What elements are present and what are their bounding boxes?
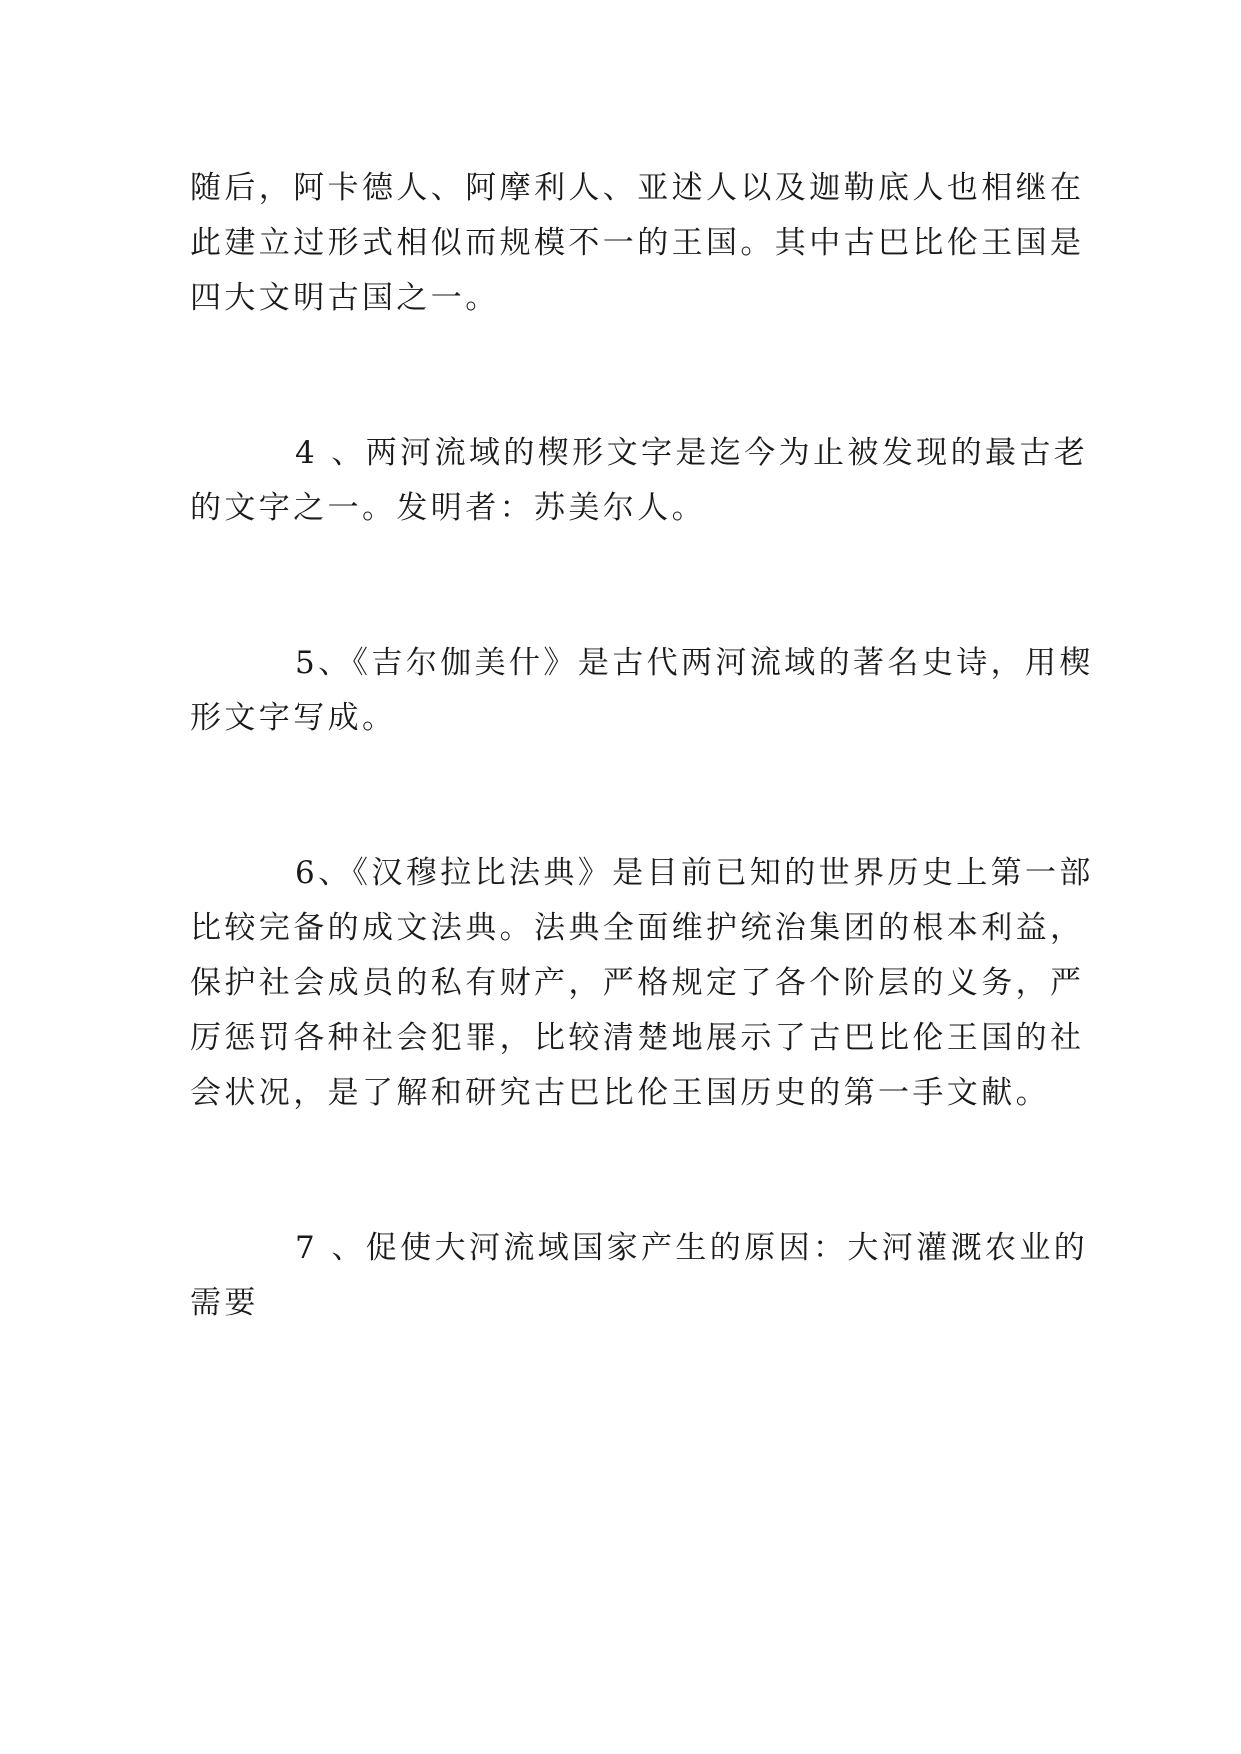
paragraph-1-line-3: 四大文明古国之一。 xyxy=(190,280,500,316)
paragraph-3-line-2: 形文字写成。 xyxy=(190,700,397,736)
paragraph-1-line-2: 此建立过形式相似而规模不一的王国。其中古巴比伦王国是 xyxy=(190,225,1085,261)
paragraph-4-line-3: 保护社会成员的私有财产，严格规定了各个阶层的义务，严 xyxy=(190,965,1085,1001)
paragraph-3-line-1: 5、《吉尔伽美什》是古代两河流域的著名史诗，用楔 xyxy=(295,645,1094,681)
paragraph-4-line-4: 厉惩罚各种社会犯罪，比较清楚地展示了古巴比伦王国的社 xyxy=(190,1020,1085,1056)
paragraph-2-line-2: 的文字之一。发明者：苏美尔人。 xyxy=(190,490,706,526)
paragraph-1-line-1: 随后，阿卡德人、阿摩利人、亚述人以及迦勒底人也相继在 xyxy=(190,170,1085,206)
paragraph-4-line-5: 会状况，是了解和研究古巴比伦王国历史的第一手文献。 xyxy=(190,1075,1050,1111)
paragraph-5-line-1: 7 、促使大河流域国家产生的原因：大河灌溉农业的 xyxy=(295,1230,1089,1266)
paragraph-4-line-2: 比较完备的成文法典。法典全面维护统治集团的根本利益， xyxy=(190,910,1085,946)
paragraph-5-line-2: 需要 xyxy=(190,1285,259,1321)
paragraph-4-line-1: 6、《汉穆拉比法典》是目前已知的世界历史上第一部 xyxy=(295,855,1094,891)
paragraph-2-line-1: 4 、两河流域的楔形文字是迄今为止被发现的最古老 xyxy=(295,435,1089,471)
